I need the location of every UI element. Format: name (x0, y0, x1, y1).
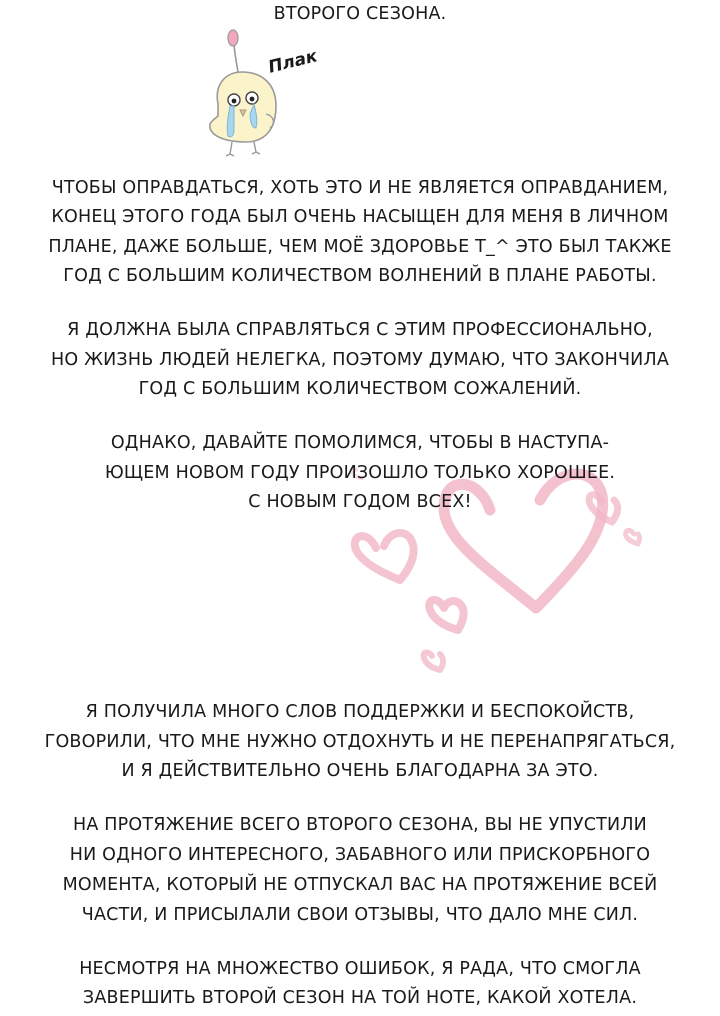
paragraph-2-line-3: ГОД С БОЛЬШИМ КОЛИЧЕСТВОМ СОЖАЛЕНИЙ. (138, 379, 582, 399)
paragraph-2-line-1: Я ДОЛЖНА БЫЛА СПРАВЛЯТЬСЯ С ЭТИМ ПРОФЕССИОНАЛЬНО, (67, 320, 653, 340)
paragraph-4-line-2: ГОВОРИЛИ, ЧТО МНЕ НУЖНО ОТДОХНУТЬ И НЕ ПЕРЕНАПРЯГАТЬСЯ, (44, 732, 676, 752)
paragraph-6-line-2: ЗАВЕРШИТЬ ВТОРОЙ СЕЗОН НА ТОЙ НОТЕ, КАКОЙ ХОТЕЛА. (82, 988, 638, 1008)
paragraph-3-line-1: ОДНАКО, ДАВАЙТЕ ПОМОЛИМСЯ, ЧТОБЫ В НАСТУПА- (110, 433, 610, 453)
paragraph-5-line-2: НИ ОДНОГО ИНТЕРЕСНОГО, ЗАБАВНОГО ИЛИ ПРИСКОРБНОГО (69, 845, 651, 865)
paragraph-1-line-1: ЧТОБЫ ОПРАВДАТЬСЯ, ХОТЬ ЭТО И НЕ ЯВЛЯЕТСЯ ОПРАВДАНИЕМ, (51, 178, 669, 198)
paragraph-1-line-2: КОНЕЦ ЭТОГО ГОДА БЫЛ ОЧЕНЬ НАСЫЩЕН ДЛЯ МЕНЯ В ЛИЧНОМ (51, 207, 669, 227)
paragraph-6-line-1: НЕСМОТРЯ НА МНОЖЕСТВО ОШИБОК, Я РАДА, ЧТО СМОГЛА (79, 959, 641, 979)
sound-effect-text: Плак (266, 46, 320, 78)
paragraph-2-line-2: НО ЖИЗНЬ ЛЮДЕЙ НЕЛЕГКА, ПОЭТОМУ ДУМАЮ, ЧТО ЗАКОНЧИЛА (50, 350, 669, 370)
paragraph-3-line-2: ЮЩЕМ НОВОМ ГОДУ ПРОИЗОШЛО ТОЛЬКО ХОРОШЕЕ. (104, 463, 616, 483)
header-line: ВТОРОГО СЕЗОНА. (273, 4, 447, 24)
paragraph-3-line-3: С НОВЫМ ГОДОМ ВСЕХ! (248, 492, 472, 512)
paragraph-5-line-1: НА ПРОТЯЖЕНИЕ ВСЕГО ВТОРОГО СЕЗОНА, ВЫ НЕ УПУСТИЛИ (73, 815, 647, 835)
paragraph-5-line-3: МОМЕНТА, КОТОРЫЙ НЕ ОТПУСКАЛ ВАС НА ПРОТЯЖЕНИЕ ВСЕЙ (62, 875, 658, 895)
paragraph-1-line-4: ГОД С БОЛЬШИМ КОЛИЧЕСТВОМ ВОЛНЕНИЙ В ПЛАНЕ РАБОТЫ. (63, 266, 657, 286)
paragraph-4-line-1: Я ПОЛУЧИЛА МНОГО СЛОВ ПОДДЕРЖКИ И БЕСПОКОЙСТВ, (85, 702, 635, 722)
paragraph-4-line-3: И Я ДЕЙСТВИТЕЛЬНО ОЧЕНЬ БЛАГОДАРНА ЗА ЭТО. (121, 761, 599, 781)
crying-chick-icon (196, 24, 296, 160)
paragraph-1-line-3: ПЛАНЕ, ДАЖЕ БОЛЬШЕ, ЧЕМ МОЁ ЗДОРОВЬЕ Т_^ ЭТО БЫЛ ТАКЖЕ (48, 237, 672, 257)
paragraph-5-line-4: ЧАСТИ, И ПРИСЫЛАЛИ СВОИ ОТЗЫВЫ, ЧТО ДАЛО МНЕ СИЛ. (81, 905, 639, 925)
